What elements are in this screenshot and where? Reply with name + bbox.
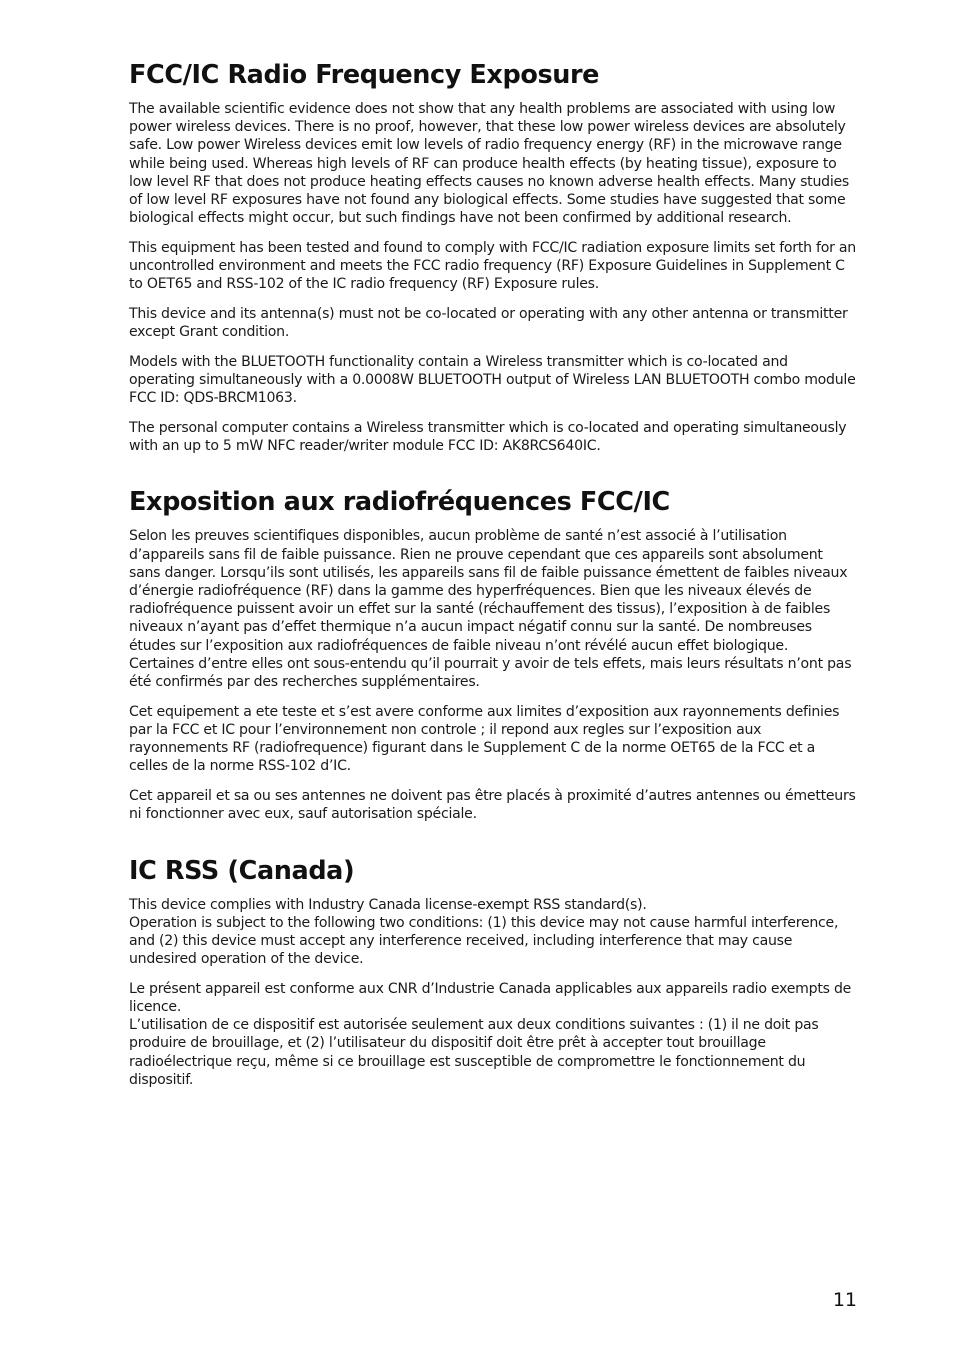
section-fcc-rf-exposure [129,58,856,455]
paragraph [129,100,856,227]
section-ic-rss-canada [129,854,856,1090]
section-exposition-radiofrequences [129,485,856,823]
paragraph-text: This device and its antenna(s) must not be co-located or operating with any other antenna or transmitter except Grant condition. [129,306,848,341]
paragraph [129,896,856,969]
paragraph [129,239,856,294]
paragraph [129,419,856,455]
paragraph-text: This equipment has been tested and found to comply with FCC/IC radiation exposure limits set forth for an uncontrolled environment and meets the FCC radio frequency (RF) Exposure Guidelines in Supplement C to OET65 and RSS-102 of the IC radio frequency (RF) Exposure rules. [129,239,856,293]
paragraph [129,787,856,823]
paragraph [129,305,856,341]
page-number: 11 [832,1289,857,1311]
paragraph [129,527,856,691]
section-heading: IC RSS (Canada) [129,855,355,886]
paragraph-text: The available scientific evidence does not show that any health problems are associated with using low power wireless devices. There is no proof, however, that these low power wireless devices are absolutely safe. Low power Wireless devices emit low levels of radio frequency energy (RF) in the microwave range while being used. Whereas high levels of RF can produce health effects (by heating tissue), exposure to low level RF that does not produce heating effects causes no known adverse health effects. Many studies of low level RF exposures have not found any biological effects. Some studies have suggested that some biological effects might occur, but such findings have not been confirmed by additional research. [129,101,850,227]
paragraph-text: Cet equipement a ete teste et s’est avere conforme aux limites d’exposition aux rayonnements definies par la FCC et IC pour l’environnement non controle ; il repond aux regles sur l’exposition aux rayonnements RF (radiofrequence) figurant dans le Supplement C de la norme OET65 de la FCC et a celles de la norme RSS-102 d’IC. [129,703,840,775]
paragraph-text: Le présent appareil est conforme aux CNR d’Industrie Canada applicables aux appareils radio exempts de licence. [129,980,852,1016]
section-heading: Exposition aux radiofréquences FCC/IC [129,487,670,518]
section-heading: FCC/IC Radio Frequency Exposure [129,60,600,90]
paragraph [129,980,856,1089]
paragraph [129,353,856,408]
paragraph-text: The personal computer contains a Wireless transmitter which is co-located and operating simultaneously with an up to 5 mW NFC reader/writer module FCC ID: AK8RCS640IC. [129,420,847,455]
paragraph-text: Models with the BLUETOOTH functionality contain a Wireless transmitter which is co-located and operating simultaneously with a 0.0008W BLUETOOTH output of Wireless LAN BLUETOOTH combo module FCC ID: QDS-BRCM1063. [129,353,856,407]
paragraph-text: L’utilisation de ce dispositif est autorisée seulement aux deux conditions suivantes : (1) il ne doit pas produire de brouillage, et (2) l’utilisateur du dispositif doit être prêt à accepter tout brouillage radioélectrique reçu, même si ce brouillage est susceptible de compromettre le fonctionnement du dispositif. [129,1017,819,1088]
paragraph-text: Cet appareil et sa ou ses antennes ne doivent pas être placés à proximité d’autres antennes ou émetteurs ni fonctionner avec eux, sauf autorisation spéciale. [129,788,856,823]
paragraph-text: Selon les preuves scientifiques disponibles, aucun problème de santé n’est associé à l’utilisation d’appareils sans fil de faible puissance. Rien ne prouve cependant que ces appareils sont absolument sans danger. Lorsqu’ils sont utilisés, les appareils sans fil de faible puissance émettent de faibles niveaux d’énergie radiofréquence (RF) dans la gamme des hyperfréquences. Bien que les niveaux élevés de radiofréquence puissent avoir un effet sur la santé (réchauffement des tissus), l’exposition à de faibles niveaux n’ayant pas d’effet thermique n’a aucun impact négatif connu sur la santé. De nombreuses études sur l’exposition aux radiofréquences de faible niveau n’ont révélé aucun effet biologique. Certaines d’entre elles ont sous-entendu qu’il pourrait y avoir de tels effets, mais leurs résultats n’ont pas été confirmés par des recherches supplémentaires. [129,528,852,691]
paragraph [129,703,856,776]
document-page [129,58,856,1101]
paragraph-text: Operation is subject to the following two conditions: (1) this device may not cause harmful interference, and (2) this device must accept any interference received, including interference that may cause undesired operation of the device. [129,914,839,968]
paragraph-text: This device complies with Industry Canada license-exempt RSS standard(s). [129,896,647,913]
